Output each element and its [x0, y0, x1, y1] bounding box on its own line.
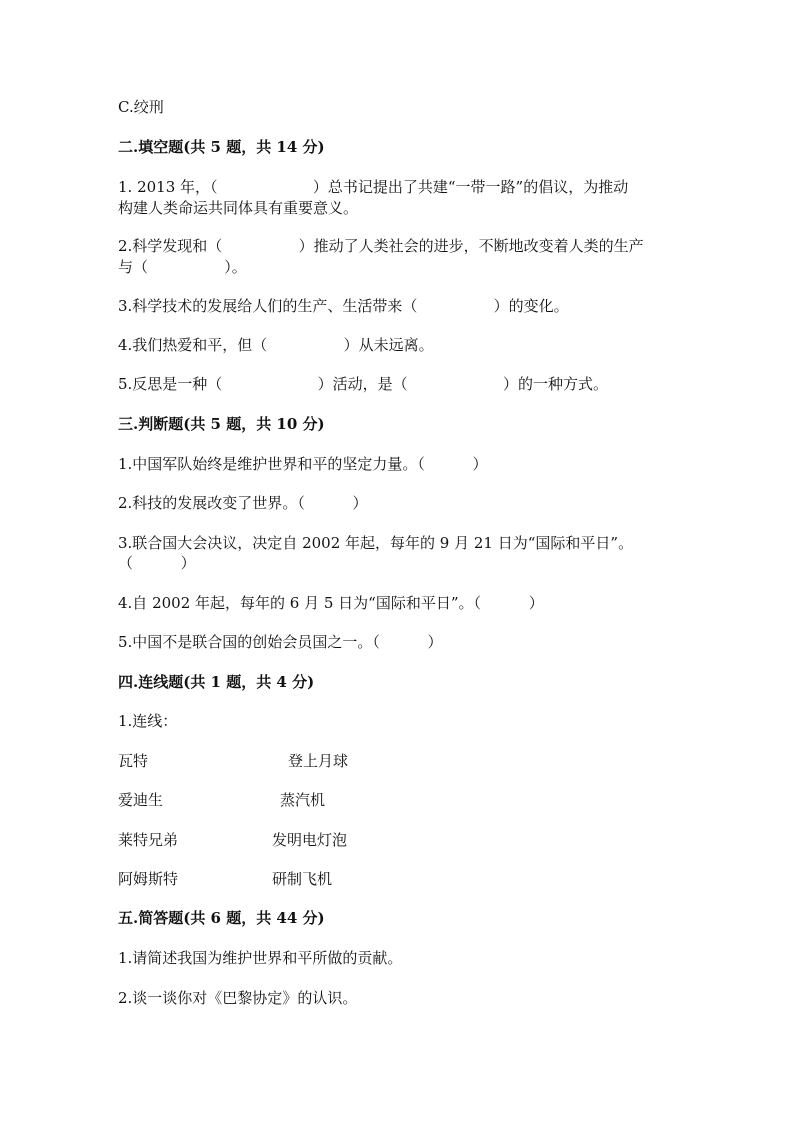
fill-q2-line1: 2.科学发现和（ ）推动了人类社会的进步，不断地改变着人类的生产 [118, 237, 644, 255]
section-true-false-heading: 三.判断题(共 5 题，共 10 分) [118, 415, 325, 433]
fill-q4: 4.我们热爱和平，但（ ）从未远离。 [118, 336, 434, 354]
judge-q5: 5.中国不是联合国的创始会员国之一。（ ） [118, 633, 443, 651]
matching-right-item: 发明电灯泡 [272, 831, 348, 849]
fill-q5: 5.反思是一种（ ）活动，是（ ）的一种方式。 [118, 375, 609, 393]
judge-q3-line2: （ ） [118, 554, 196, 572]
section-matching-heading: 四.连线题(共 1 题，共 4 分) [118, 673, 315, 691]
fill-q1-line1: 1. 2013 年，（ ）总书记提出了共建“一带一路”的倡议，为推动 [118, 178, 629, 196]
judge-q3-line1: 3.联合国大会决议，决定自 2002 年起，每年的 9 月 21 日为“国际和平日”。 [118, 534, 634, 552]
fill-q1-line2: 构建人类命运共同体具有重要意义。 [118, 199, 359, 217]
section-fill-blank-heading: 二.填空题(共 5 题，共 14 分) [118, 138, 325, 156]
short-q1: 1.请简述我国为维护世界和平所做的贡献。 [118, 949, 403, 967]
matching-right-item: 登上月球 [288, 752, 349, 770]
short-q2: 2.谈一谈你对《巴黎协定》的认识。 [118, 989, 358, 1007]
matching-left-item: 阿姆斯特 [118, 870, 179, 888]
fill-q2-line2: 与（ ）。 [118, 258, 247, 276]
fill-q3: 3.科学技术的发展给人们的生产、生活带来（ ）的变化。 [118, 297, 569, 315]
matching-left-item: 莱特兄弟 [118, 831, 179, 849]
option-c: C.绞刑 [118, 98, 164, 116]
judge-q2: 2.科技的发展改变了世界。（ ） [118, 494, 368, 512]
judge-q1: 1.中国军队始终是维护世界和平的坚定力量。（ ） [118, 455, 488, 473]
matching-left-item: 爱迪生 [118, 791, 164, 809]
judge-q4: 4.自 2002 年起，每年的 6 月 5 日为“国际和平日”。（ ） [118, 594, 544, 612]
matching-right-item: 研制飞机 [272, 870, 333, 888]
matching-q1: 1.连线： [118, 712, 178, 730]
section-short-answer-heading: 五.简答题(共 6 题，共 44 分) [118, 909, 325, 927]
matching-right-item: 蒸汽机 [280, 791, 326, 809]
matching-left-item: 瓦特 [118, 752, 149, 770]
